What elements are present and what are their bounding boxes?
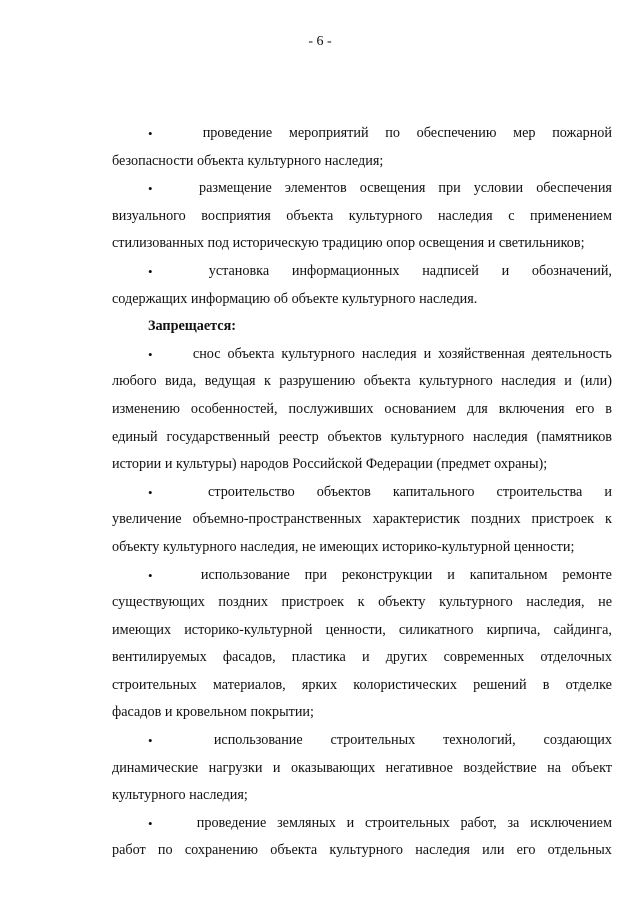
word: и: [361, 649, 370, 666]
bullet-icon: •: [148, 815, 153, 831]
line-text: культурного наследия;: [112, 787, 248, 804]
document-body: [112, 120, 612, 865]
word: к: [605, 511, 612, 528]
word: работ,: [460, 814, 497, 831]
text-line: [112, 506, 612, 534]
word: наследия,: [526, 594, 585, 611]
word: воздействие: [463, 759, 537, 776]
word: земляных: [277, 814, 336, 831]
list-item: [112, 258, 612, 313]
word: обозначений,: [531, 262, 612, 279]
word: других: [385, 649, 428, 666]
list-item: [112, 810, 612, 865]
word: объекта: [363, 373, 411, 390]
bullet-icon: •: [148, 567, 153, 583]
word: культурного: [439, 594, 513, 611]
line-text: стилизованных под историческую традицию опор освещения и светильников;: [112, 235, 585, 252]
word: сохранению: [184, 842, 259, 859]
section-heading: Запрещается:: [148, 318, 236, 335]
word: (памятников: [536, 428, 612, 445]
word: исключением: [530, 814, 612, 831]
word: его: [516, 842, 536, 859]
text-line: [112, 230, 612, 258]
line-text: безопасности объекта культурного наследия;: [112, 152, 384, 169]
text-line: [112, 755, 612, 783]
text-line: [112, 341, 612, 369]
text-line: [112, 258, 612, 286]
page-number: - 6 -: [308, 34, 332, 49]
word: и: [564, 373, 572, 390]
word: на: [547, 759, 562, 776]
text-line: [112, 589, 612, 617]
text-line: [112, 451, 612, 479]
word: и: [423, 345, 432, 362]
text-line: [112, 672, 612, 700]
text-line: [112, 644, 612, 672]
word: в: [542, 676, 550, 693]
text-line: [112, 534, 612, 562]
word: ведущая: [204, 373, 256, 390]
word: наследия: [437, 207, 493, 224]
word: к: [263, 373, 271, 390]
word: создающих: [543, 732, 612, 749]
word: для: [466, 400, 488, 417]
word: использование: [213, 732, 303, 749]
word: культурного: [390, 428, 465, 445]
text-line: [112, 479, 612, 507]
word: мер: [513, 125, 536, 141]
word: установка: [208, 262, 270, 279]
word: существующих: [112, 594, 205, 611]
word: отделке: [565, 676, 612, 693]
word: не: [598, 594, 612, 611]
word: характеристик: [372, 511, 461, 528]
line-text: истории и культуры) народов Российской Федерации (предмет охраны);: [112, 456, 548, 473]
bullet-icon: •: [148, 181, 153, 197]
word: по: [157, 842, 173, 859]
word: деятельность: [531, 345, 612, 362]
word: наследия: [472, 428, 528, 445]
word: любого: [112, 373, 157, 390]
word: имеющих: [112, 621, 172, 638]
word: надписей: [422, 262, 479, 279]
word: восприятия: [201, 207, 271, 224]
word: и: [501, 262, 510, 279]
word: объект: [571, 759, 612, 776]
word: поздних: [218, 594, 268, 611]
word: к: [357, 594, 365, 611]
word: увеличение: [112, 511, 182, 528]
word: элементов: [284, 180, 347, 197]
word: в: [605, 400, 612, 417]
text-line: [112, 396, 612, 424]
word: строительных: [330, 732, 416, 749]
list-item: [112, 479, 612, 562]
word: строительство: [208, 483, 295, 500]
word: условии: [473, 180, 524, 197]
word: строительных: [112, 676, 197, 693]
word: основанием: [384, 400, 457, 417]
word: особенностей,: [190, 400, 278, 417]
bullet-icon: •: [148, 484, 153, 500]
word: поздних: [471, 511, 521, 528]
word: при: [304, 566, 327, 583]
text-line: [112, 120, 612, 148]
bullet-icon: •: [148, 126, 153, 141]
word: объектов: [327, 428, 382, 445]
word: и: [272, 759, 281, 776]
word: визуального: [112, 207, 186, 224]
line-text: фасадов и кровельном покрытии;: [112, 704, 314, 721]
word: включения: [498, 400, 565, 417]
word: наследия: [501, 373, 556, 390]
word: реконструкции: [341, 566, 433, 583]
text-line: [112, 175, 612, 203]
word: отделочных: [540, 649, 612, 666]
word: нагрузки: [208, 759, 263, 776]
word: отдельных: [547, 842, 612, 859]
bullet-icon: •: [148, 263, 153, 279]
word: или: [482, 842, 505, 859]
word: хозяйственная: [438, 345, 525, 362]
word: пластика: [291, 649, 346, 666]
word: кирпича,: [486, 621, 541, 638]
text-line: [112, 699, 612, 727]
word: объекта: [270, 842, 318, 859]
list-item: [112, 562, 612, 728]
word: материалов,: [212, 676, 286, 693]
word: историко-культурной: [184, 621, 313, 638]
word: применением: [530, 207, 612, 224]
word: ярких: [301, 676, 338, 693]
list-item: [112, 120, 612, 175]
word: ценности,: [325, 621, 386, 638]
text-line: [112, 782, 612, 810]
word: работ: [112, 842, 146, 859]
word: технологий,: [443, 732, 516, 749]
word: освещения: [359, 180, 426, 197]
list-item: [112, 727, 612, 810]
word: послуживших: [288, 400, 374, 417]
word: обеспечению: [416, 125, 497, 141]
word: пожарной: [552, 125, 612, 141]
word: динамические: [112, 759, 199, 776]
word: пристроек: [531, 511, 595, 528]
list-item: [112, 175, 612, 258]
text-line: [112, 562, 612, 590]
word: проведение: [202, 125, 273, 141]
word: объекту: [378, 594, 426, 611]
text-line: [112, 617, 612, 645]
word: наследия: [361, 345, 417, 362]
list-item: [112, 341, 612, 479]
text-line: [112, 837, 612, 865]
word: мероприятий: [288, 125, 369, 141]
word: культурного: [329, 842, 404, 859]
word: изменению: [112, 400, 180, 417]
word: фасадов,: [222, 649, 276, 666]
word: сайдинга,: [553, 621, 612, 638]
bullet-icon: •: [148, 346, 153, 362]
word: культурного: [348, 207, 423, 224]
word: при: [438, 180, 461, 197]
word: и: [346, 814, 355, 831]
word: наследия: [415, 842, 470, 859]
word: негативное: [385, 759, 453, 776]
word: современных: [443, 649, 525, 666]
word: вентилируемых: [112, 649, 207, 666]
word: строительства: [496, 483, 583, 500]
text-line: [112, 286, 612, 314]
word: снос: [192, 345, 221, 362]
word: обеспечения: [536, 180, 612, 197]
word: объекта: [227, 345, 275, 362]
word: с: [508, 207, 515, 224]
word: культурного: [419, 373, 493, 390]
word: вида,: [164, 373, 197, 390]
word: капитального: [392, 483, 475, 500]
word: решений: [473, 676, 527, 693]
word: культурного: [281, 345, 355, 362]
word: и: [447, 566, 455, 583]
text-line: [112, 424, 612, 452]
word: объекта: [286, 207, 334, 224]
word: его: [575, 400, 595, 417]
word: капитальном: [469, 566, 548, 583]
word: колористических: [353, 676, 457, 693]
word: объемно-пространственных: [192, 511, 362, 528]
text-line: [112, 368, 612, 396]
word: строительных: [364, 814, 450, 831]
text-line: [112, 148, 612, 176]
word: реестр: [278, 428, 319, 445]
bullet-icon: •: [148, 733, 153, 749]
word: и: [604, 483, 612, 500]
word: размещение: [199, 180, 272, 197]
word: единый: [112, 428, 158, 445]
word: за: [507, 814, 520, 831]
word: оказывающих: [290, 759, 376, 776]
line-text: содержащих информацию об объекте культурного наследия.: [112, 290, 478, 307]
word: информационных: [291, 262, 400, 279]
word: проведение: [196, 814, 267, 831]
line-text: объекту культурного наследия, не имеющих историко-культурной ценности;: [112, 538, 575, 555]
word: ремонте: [562, 566, 612, 583]
word: объектов: [316, 483, 371, 500]
word: по: [385, 125, 400, 141]
text-line: [112, 203, 612, 231]
text-line: [112, 810, 612, 838]
word: разрушению: [279, 373, 356, 390]
text-line: [112, 727, 612, 755]
word: (или): [580, 373, 612, 390]
word: пристроек: [281, 594, 345, 611]
word: государственный: [166, 428, 271, 445]
word: использование: [200, 566, 290, 583]
word: силикатного: [398, 621, 474, 638]
